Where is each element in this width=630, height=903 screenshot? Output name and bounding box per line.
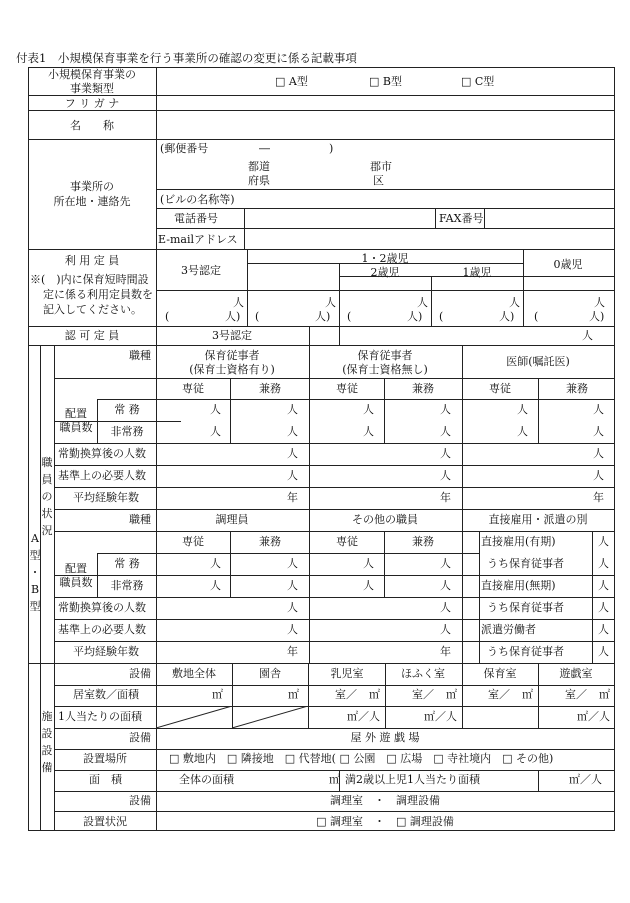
direct-open-label: 直接雇用(無期) bbox=[481, 579, 556, 592]
over2-area-label: 満2歳以上児1人当たり面積 bbox=[345, 773, 480, 786]
nin-mark: 人 bbox=[440, 403, 451, 416]
nin-mark: 人 bbox=[363, 557, 374, 570]
ab-side-label bbox=[29, 530, 41, 615]
nin-mark: 人 bbox=[440, 447, 451, 460]
status-label: 設置状況 bbox=[83, 815, 127, 828]
nin-mark: 人 bbox=[598, 645, 609, 658]
place-label: 設置場所 bbox=[83, 752, 127, 765]
nin-mark: 人 bbox=[210, 403, 221, 416]
side-char: 型 bbox=[29, 549, 41, 563]
side-char: 況 bbox=[41, 524, 53, 538]
m2nin-mark: ㎡／人 bbox=[347, 710, 380, 723]
place-options[interactable]: □ 敷地内 □ 隣接地 □ 代替地( □ 公園 □ 広場 □ 寺社境内 □ その他) bbox=[169, 752, 554, 765]
total-area-label: 全体の面積 bbox=[179, 773, 234, 786]
side-char: 員 bbox=[41, 473, 53, 487]
side-char: 施 bbox=[41, 710, 53, 723]
fac-col-building: 園舎 bbox=[259, 667, 281, 680]
side-char: の bbox=[41, 490, 53, 504]
nin-mark: 人 bbox=[598, 557, 609, 570]
nin-mark: 人 bbox=[517, 403, 528, 416]
nin-mark: 人 bbox=[517, 425, 528, 438]
employment-type-label: 直接雇用・派遣の別 bbox=[488, 513, 588, 526]
cap-age2: 2歳児 bbox=[370, 266, 400, 279]
side-char: A bbox=[31, 532, 39, 545]
kijun-label: 基準上の必要人数 bbox=[58, 469, 146, 482]
cap-age1: 1歳児 bbox=[462, 266, 492, 279]
capacity-note-3: 記入してください。 bbox=[43, 303, 142, 316]
setsubi-label-2: 設備 bbox=[129, 731, 151, 744]
joumu-label: 常 務 bbox=[114, 557, 140, 570]
cap-close: 人) bbox=[225, 310, 241, 323]
shitsu-mark: 室／ bbox=[412, 688, 434, 701]
side-char: 状 bbox=[41, 507, 53, 521]
nin-mark: 人 bbox=[363, 403, 374, 416]
senju-label: 専従 bbox=[182, 382, 204, 395]
senju-label: 専従 bbox=[336, 535, 358, 548]
joumu-label: 常 務 bbox=[114, 403, 140, 416]
nin-mark: 人 bbox=[440, 579, 451, 592]
nin-mark: 人 bbox=[440, 623, 451, 636]
nin-mark: 人 bbox=[363, 425, 374, 438]
cap-open: ( bbox=[165, 310, 170, 323]
nin-mark: 人 bbox=[287, 623, 298, 636]
postal-close: ) bbox=[329, 142, 334, 155]
menseki-label: 面 積 bbox=[89, 773, 122, 786]
shokushu-label: 職種 bbox=[129, 349, 151, 362]
furigana-label: フ リ ガ ナ bbox=[64, 97, 120, 110]
shitsu-mark: 室／ bbox=[335, 688, 357, 701]
capacity-note-2: 定に係る利用定員数を bbox=[43, 288, 153, 301]
nin-mark: 人 bbox=[210, 425, 221, 438]
nen-mark: 年 bbox=[287, 645, 298, 658]
hoiku-noqual-sub: (保育士資格無し) bbox=[342, 363, 428, 376]
m2-mark: ㎡ bbox=[329, 773, 340, 786]
nin-mark: 人 bbox=[210, 579, 221, 592]
hijoumu-label: 非常務 bbox=[110, 425, 144, 438]
cap-open: ( bbox=[534, 310, 539, 323]
side-char: 職 bbox=[41, 456, 53, 469]
type-c-checkbox[interactable]: □ C型 bbox=[461, 75, 495, 88]
cap-nin: 人 bbox=[594, 296, 605, 309]
document-title: 付表1 小規模保育事業を行う事業所の確認の変更に係る記載事項 bbox=[16, 51, 357, 65]
senju-label: 専従 bbox=[336, 382, 358, 395]
cap-close: 人) bbox=[315, 310, 331, 323]
direct-open-hoiku-label: うち保育従事者 bbox=[487, 601, 564, 614]
hoiku-qual-label: 保育従事者 bbox=[204, 349, 260, 362]
side-char: 備 bbox=[41, 761, 53, 775]
senju-label: 専従 bbox=[182, 535, 204, 548]
m2-mark: ㎡ bbox=[369, 688, 380, 701]
haichi-label: 配置 bbox=[65, 562, 87, 575]
cap-group3: 3号認定 bbox=[181, 264, 221, 277]
nin-mark: 人 bbox=[598, 623, 609, 636]
nin-mark: 人 bbox=[440, 601, 451, 614]
m2nin-mark: ㎡／人 bbox=[577, 710, 610, 723]
side-char: 型 bbox=[29, 600, 41, 614]
kenmu-label: 兼務 bbox=[259, 382, 281, 395]
address-label-2: 所在地・連絡先 bbox=[53, 195, 131, 208]
nin-mark: 人 bbox=[287, 425, 298, 438]
kijun-label: 基準上の必要人数 bbox=[58, 623, 146, 636]
perchild-label: 1人当たりの面積 bbox=[58, 710, 142, 723]
fuken-label: 府県 bbox=[248, 174, 270, 187]
senju-label: 専従 bbox=[489, 382, 511, 395]
fax-label: FAX番号 bbox=[439, 212, 484, 225]
nin-mark: 人 bbox=[363, 579, 374, 592]
nin-mark: 人 bbox=[287, 403, 298, 416]
other-staff-label: その他の職員 bbox=[352, 513, 418, 526]
nin-mark: 人 bbox=[210, 557, 221, 570]
auth-group3: 3号認定 bbox=[212, 329, 252, 342]
kansan-label: 常勤換算後の人数 bbox=[58, 601, 146, 614]
shitsu-mark: 室／ bbox=[565, 688, 587, 701]
nen-mark: 年 bbox=[440, 491, 451, 504]
nin-mark: 人 bbox=[593, 469, 604, 482]
form-table bbox=[28, 67, 615, 831]
cap-open: ( bbox=[347, 310, 352, 323]
nen-mark: 年 bbox=[287, 491, 298, 504]
kenmu-label: 兼務 bbox=[566, 382, 588, 395]
haichi-label: 配置 bbox=[65, 407, 87, 420]
fac-col-site: 敷地全体 bbox=[172, 667, 216, 680]
cook-staff-label: 調理員 bbox=[215, 513, 249, 526]
cap-nin: 人 bbox=[233, 296, 244, 309]
hijoumu-label: 非常務 bbox=[110, 579, 144, 592]
nin-mark: 人 bbox=[287, 447, 298, 460]
side-char: ・ bbox=[29, 566, 41, 580]
cap-nin: 人 bbox=[325, 296, 336, 309]
side-char: B bbox=[30, 583, 40, 597]
doctor-label: 医師(嘱託医) bbox=[506, 355, 570, 368]
capacity-title: 利 用 定 員 bbox=[64, 254, 120, 267]
m2-mark: ㎡ bbox=[446, 688, 457, 701]
strike-lines bbox=[156, 706, 308, 728]
hoiku-qual-sub: (保育士資格有り) bbox=[189, 363, 275, 376]
m2nin-mark: ㎡／人 bbox=[569, 773, 602, 786]
fac-col-crawl: ほふく室 bbox=[401, 667, 445, 680]
setsubi-label-3: 設備 bbox=[129, 794, 151, 807]
area-label: 居室数／面積 bbox=[73, 688, 139, 701]
cap-nin: 人 bbox=[509, 296, 520, 309]
type-label: 小規模保育事業の bbox=[48, 68, 136, 81]
cook-room-checkboxes[interactable]: □ 調理室 ・ □ 調理設備 bbox=[316, 815, 454, 828]
fac-col-play: 遊戯室 bbox=[559, 667, 593, 680]
hoiku-noqual-label: 保育従事者 bbox=[357, 349, 413, 362]
m2-mark: ㎡ bbox=[212, 688, 223, 701]
side-char: 設 bbox=[41, 744, 53, 758]
m2-mark: ㎡ bbox=[599, 688, 610, 701]
nin-mark: 人 bbox=[287, 601, 298, 614]
m2-mark: ㎡ bbox=[288, 688, 299, 701]
heikin-label: 平均経験年数 bbox=[73, 645, 139, 658]
dispatch-hoiku-label: うち保育従事者 bbox=[487, 645, 564, 658]
kenmu-label: 兼務 bbox=[412, 382, 434, 395]
name-label: 名 称 bbox=[70, 119, 114, 132]
cap-open: ( bbox=[439, 310, 444, 323]
outdoor-playground-label: 屋 外 遊 戯 場 bbox=[350, 731, 420, 744]
direct-fixed-label: 直接雇用(有期) bbox=[481, 535, 556, 548]
type-a-checkbox[interactable]: □ A型 bbox=[275, 75, 308, 88]
building-label: (ビルの名称等) bbox=[160, 193, 235, 206]
nin-mark: 人 bbox=[440, 425, 451, 438]
heikin-label: 平均経験年数 bbox=[73, 491, 139, 504]
nen-mark: 年 bbox=[593, 491, 604, 504]
dispatch-label: 派遣労働者 bbox=[481, 623, 536, 636]
cap-age12: 1・2歳児 bbox=[361, 252, 409, 265]
cap-nin: 人 bbox=[417, 296, 428, 309]
nen-mark: 年 bbox=[440, 645, 451, 658]
nin-mark: 人 bbox=[440, 557, 451, 570]
todo-label: 都道 bbox=[248, 160, 270, 173]
shokushu-label-2: 職種 bbox=[129, 513, 151, 526]
staff-side-label bbox=[41, 454, 53, 539]
cook-room-label: 調理室 ・ 調理設備 bbox=[330, 794, 440, 807]
cap-close: 人) bbox=[407, 310, 423, 323]
nin-mark: 人 bbox=[598, 535, 609, 548]
nin-mark: 人 bbox=[287, 557, 298, 570]
haichi-label-2: 職員数 bbox=[59, 576, 93, 589]
cap-age0: 0歳児 bbox=[553, 258, 583, 271]
fac-col-infant: 乳児室 bbox=[330, 667, 364, 680]
capacity-note-1: ※( )内に保育短時間設 bbox=[30, 273, 149, 286]
kenmu-label: 兼務 bbox=[259, 535, 281, 548]
gunshi-label: 郡市 bbox=[370, 160, 392, 173]
tel-label: 電話番号 bbox=[174, 212, 218, 225]
ku-label: 区 bbox=[373, 174, 384, 187]
nin-mark: 人 bbox=[598, 601, 609, 614]
m2-mark: ㎡ bbox=[522, 688, 533, 701]
fac-col-nursery: 保育室 bbox=[483, 667, 517, 680]
type-b-checkbox[interactable]: □ B型 bbox=[369, 75, 402, 88]
cap-open: ( bbox=[255, 310, 260, 323]
address-label: 事業所の bbox=[70, 180, 114, 193]
email-label: E-mailアドレス bbox=[158, 233, 238, 246]
postal-dash: ― bbox=[259, 142, 270, 155]
setsubi-label: 設備 bbox=[129, 667, 151, 680]
m2nin-mark: ㎡／人 bbox=[424, 710, 457, 723]
nin-mark: 人 bbox=[287, 579, 298, 592]
kenmu-label: 兼務 bbox=[412, 535, 434, 548]
postal-label: (郵便番号 bbox=[160, 142, 209, 155]
nin-mark: 人 bbox=[598, 579, 609, 592]
nin-mark: 人 bbox=[593, 425, 604, 438]
nin-mark: 人 bbox=[440, 469, 451, 482]
cap-close: 人) bbox=[589, 310, 605, 323]
kansan-label: 常勤換算後の人数 bbox=[58, 447, 146, 460]
nin-mark: 人 bbox=[287, 469, 298, 482]
nin-mark: 人 bbox=[593, 447, 604, 460]
nin-mark: 人 bbox=[593, 403, 604, 416]
type-label-2: 事業類型 bbox=[70, 82, 114, 95]
direct-fixed-hoiku-label: うち保育従事者 bbox=[487, 557, 564, 570]
side-char: 設 bbox=[41, 727, 53, 741]
cap-close: 人) bbox=[499, 310, 515, 323]
auth-nin: 人 bbox=[582, 329, 593, 342]
shitsu-mark: 室／ bbox=[488, 688, 510, 701]
facility-side-label bbox=[41, 708, 53, 776]
auth-label: 認 可 定 員 bbox=[64, 329, 120, 342]
haichi-label-2: 職員数 bbox=[59, 421, 93, 434]
